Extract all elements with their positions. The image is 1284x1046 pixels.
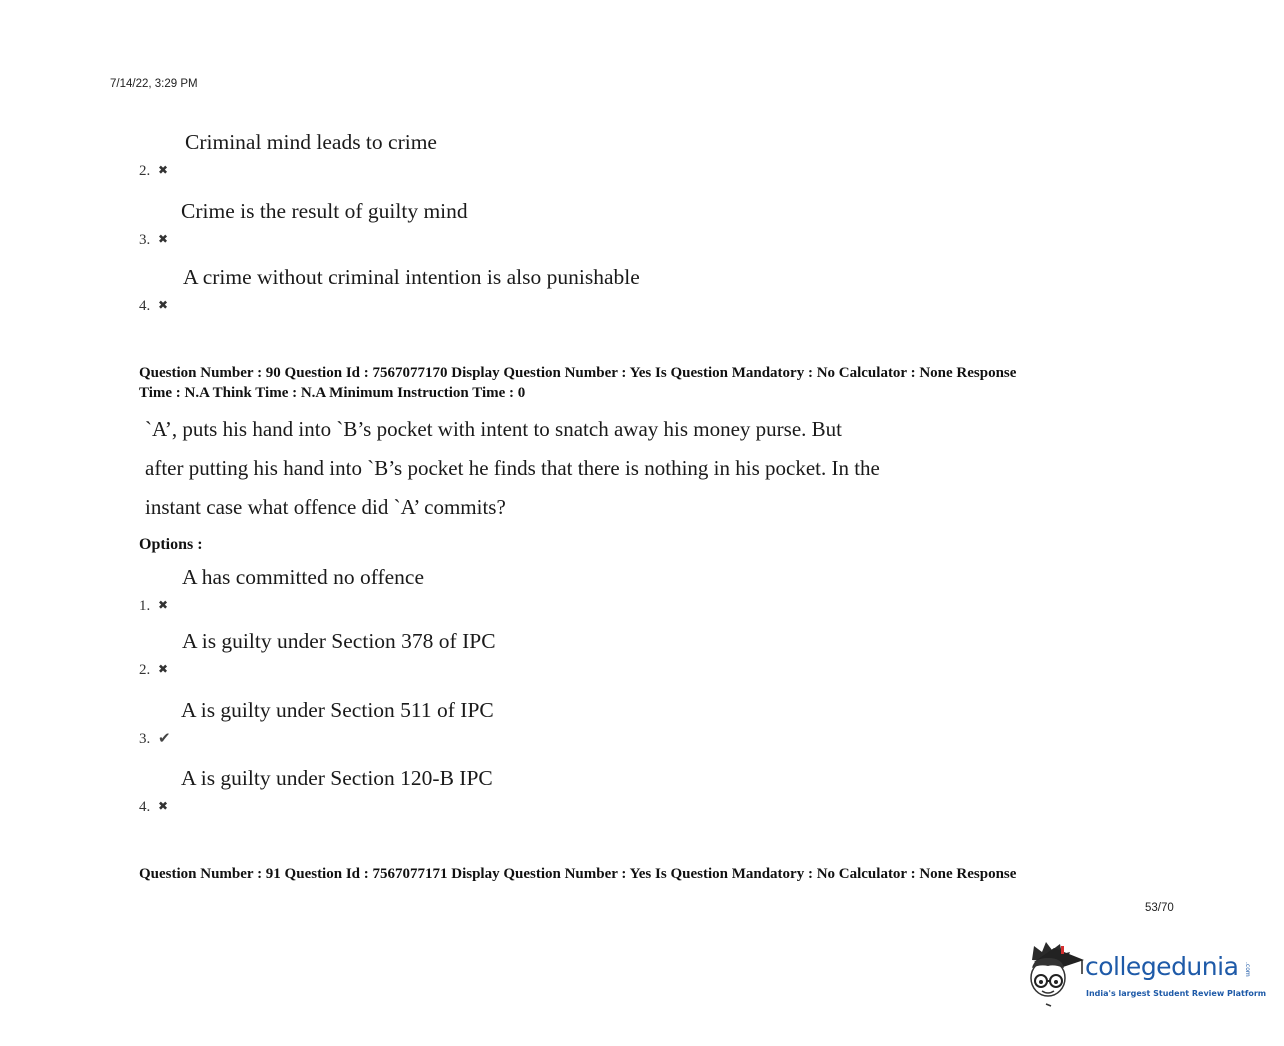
question-text-line: after putting his hand into `B’s pocket he finds that there is nothing in his pocket. In the (145, 456, 880, 480)
question-text-line: `A’, puts his hand into `B’s pocket with intent to snatch away his money purse. But (145, 417, 842, 441)
option-item (139, 766, 939, 816)
cross-icon: ✖ (158, 662, 169, 676)
question-text-line: instant case what offence did `A’ commits? (145, 495, 506, 519)
student-mascot-icon (1024, 938, 1086, 1008)
option-text: A is guilty under Section 511 of IPC (181, 698, 494, 722)
option-number: 4. (139, 298, 151, 314)
question-meta-line: Question Number : 90 Question Id : 7567077170 Display Question Number : Yes Is Question Mandatory : No Calculator : None Response (139, 365, 1017, 381)
option-number: 2. (139, 662, 151, 678)
checkmark-icon: ✔ (158, 731, 171, 747)
option-item (139, 130, 939, 180)
option-text: Crime is the result of guilty mind (181, 199, 468, 223)
option-number: 4. (139, 799, 151, 815)
option-item (139, 629, 939, 679)
question-text (145, 410, 945, 527)
cross-icon: ✖ (158, 598, 169, 612)
option-item (139, 565, 939, 615)
question-meta (139, 364, 1169, 403)
brand-tagline: India's largest Student Review Platform (1086, 989, 1267, 998)
question-meta-line: Question Number : 91 Question Id : 7567077171 Display Question Number : Yes Is Question Mandatory : No Calculator : None Response (139, 866, 1017, 882)
brand-logo (1024, 938, 1267, 1008)
question-meta-line: Time : N.A Think Time : N.A Minimum Instruction Time : 0 (139, 384, 526, 401)
cross-icon: ✖ (158, 232, 169, 246)
question-meta (139, 865, 1169, 885)
option-number: 2. (139, 163, 151, 179)
option-text: A is guilty under Section 120-B IPC (181, 766, 493, 790)
brand-name: collegedunia (1085, 952, 1239, 981)
options-label: Options : (139, 536, 203, 553)
option-text: A is guilty under Section 378 of IPC (182, 629, 496, 653)
option-text: Criminal mind leads to crime (185, 130, 437, 154)
brand-suffix: .com (1244, 962, 1251, 977)
option-number: 1. (139, 598, 151, 614)
page-number: 53/70 (1145, 902, 1174, 914)
cross-icon: ✖ (158, 799, 169, 813)
option-number: 3. (139, 731, 151, 747)
cross-icon: ✖ (158, 163, 169, 177)
option-item (139, 265, 939, 315)
print-timestamp: 7/14/22, 3:29 PM (110, 78, 198, 90)
option-text: A has committed no offence (182, 565, 425, 589)
option-text: A crime without criminal intention is also punishable (183, 265, 640, 289)
option-item (139, 698, 939, 748)
option-number: 3. (139, 232, 151, 248)
option-item (139, 199, 939, 249)
cross-icon: ✖ (158, 298, 169, 312)
